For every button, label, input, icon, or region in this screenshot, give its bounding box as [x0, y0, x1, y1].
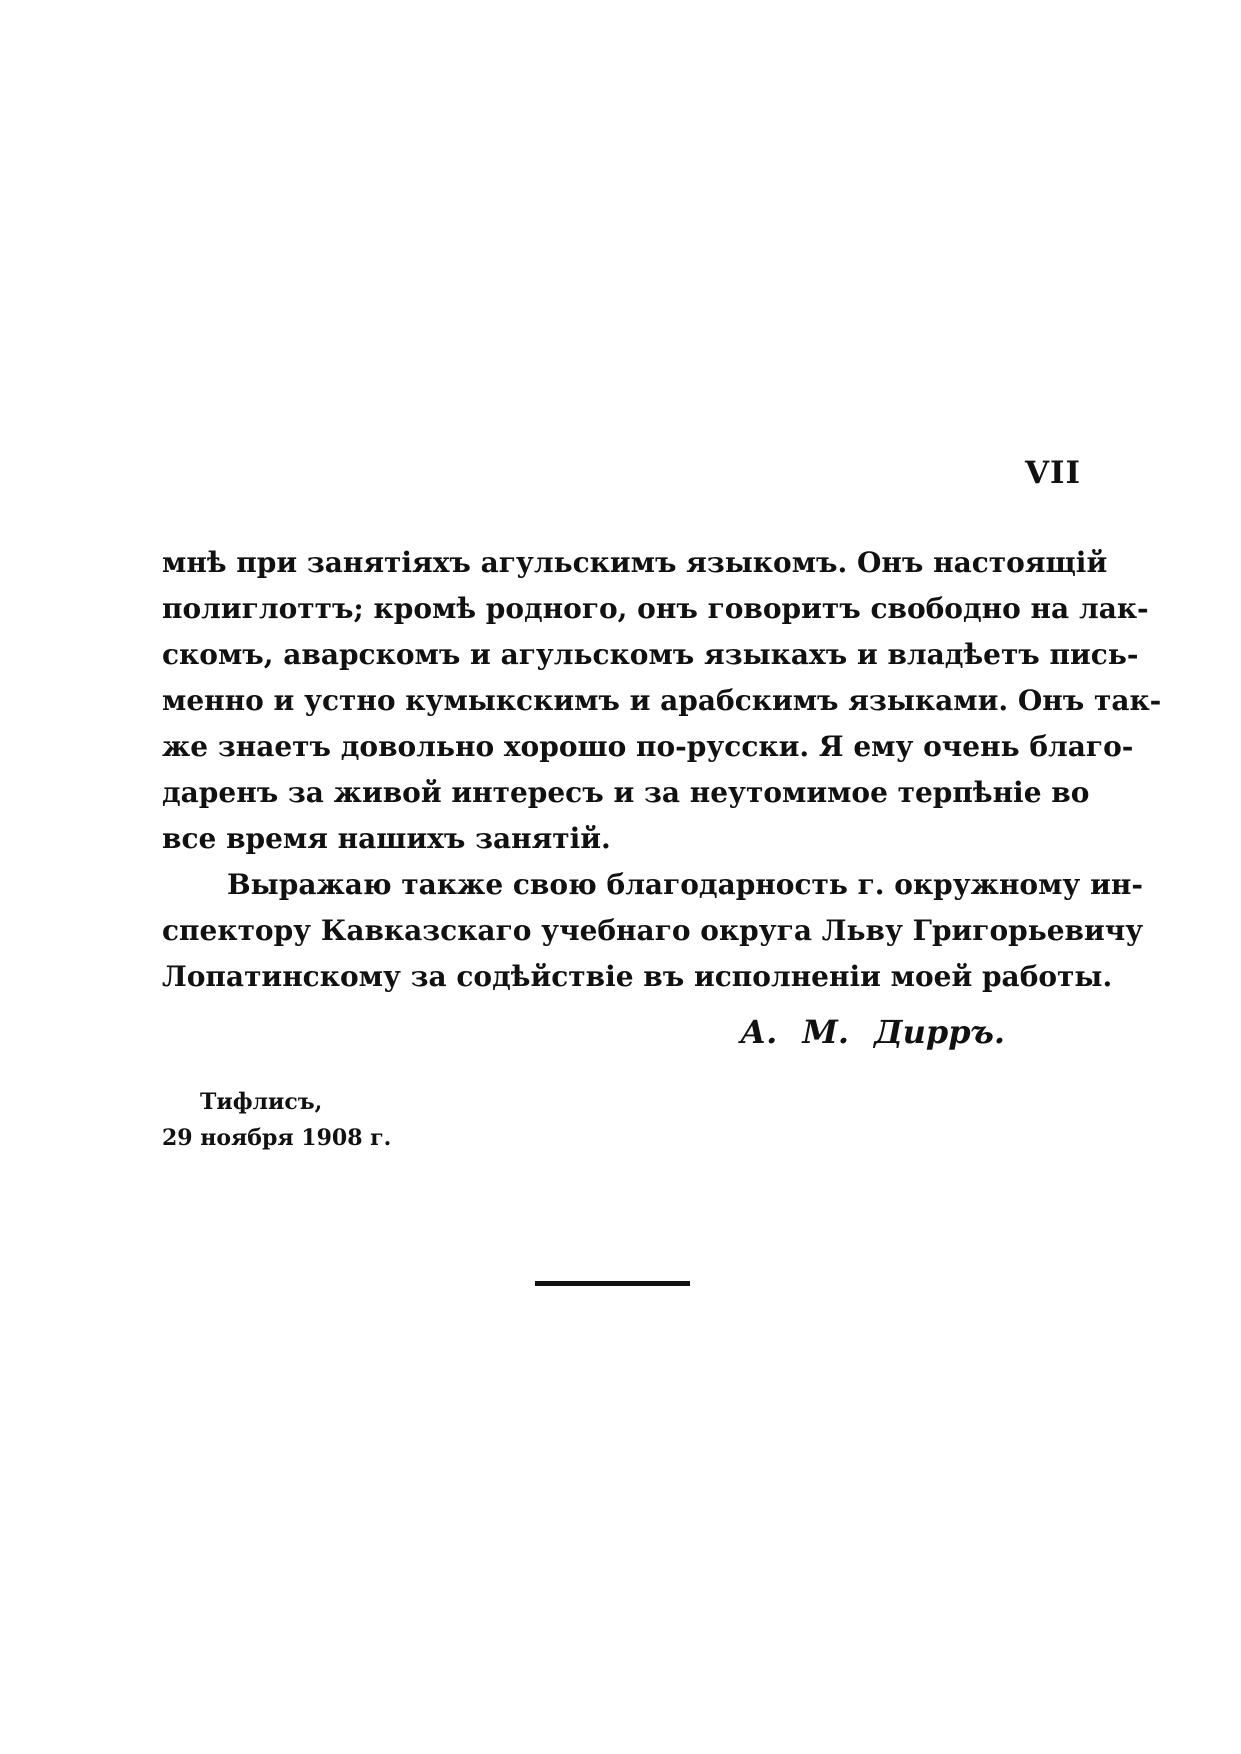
text-line: скомъ, аварскомъ и агульскомъ языкахъ и владѣетъ пись-	[162, 638, 1139, 671]
author-signature: А. М. Дирръ.	[740, 1013, 1005, 1051]
text-line: все время нашихъ занятій.	[162, 822, 611, 855]
text-line: же знаетъ довольно хорошо по-русски. Я ему очень благо-	[162, 730, 1134, 763]
page-number: VII	[1024, 455, 1081, 491]
text-line: даренъ за живой интересъ и за неутомимое терпѣніе во	[162, 776, 1090, 809]
text-line: мнѣ при занятіяхъ агульскимъ языкомъ. Онъ настоящій	[162, 546, 1108, 579]
place-and-date	[162, 1084, 391, 1156]
date: 29 ноября 1908 г.	[162, 1125, 392, 1151]
paragraph-1	[162, 540, 1162, 862]
text-line: спектору Кавказскаго учебнаго округа Льву Григорьевичу	[162, 914, 1144, 947]
text-line: Выражаю также свою благодарность г. окружному ин-	[227, 868, 1143, 901]
closing-rule	[535, 1281, 690, 1286]
text-line: Лопатинскому за содѣйствіе въ исполненіи моей работы.	[162, 960, 1113, 993]
body-text	[162, 540, 1162, 1000]
paragraph-2	[162, 862, 1144, 1000]
text-line: полиглоттъ; кромѣ родного, онъ говоритъ свободно на лак-	[162, 592, 1149, 625]
text-line: менно и устно кумыкскимъ и арабскимъ языками. Онъ так-	[162, 684, 1162, 717]
place: Тифлисъ,	[200, 1089, 323, 1115]
